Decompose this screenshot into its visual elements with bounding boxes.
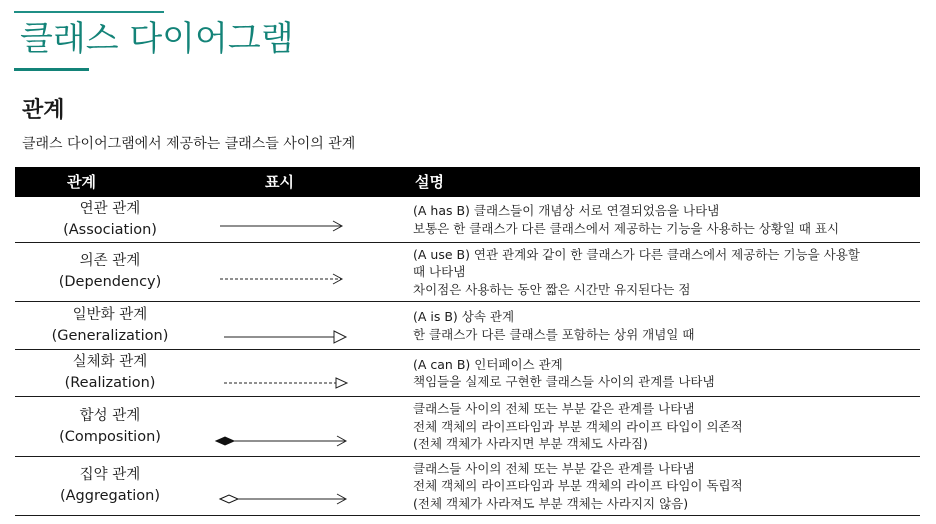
- relation-name: 의존 관계: [79, 253, 141, 269]
- description-line: (전체 객체가 사라져도 부분 객체는 사라지지 않음): [413, 495, 689, 511]
- description-line: (A has B) 클래스들이 개념상 서로 연결되었음을 나타냄: [413, 203, 720, 218]
- relations-table: [15, 167, 920, 516]
- filled-diamond-line-arrow-icon: [210, 397, 400, 456]
- dashed-line-open-arrow-icon: [210, 243, 400, 301]
- table-row-dependency: [15, 243, 920, 302]
- description-line: (A is B) 상속 관계: [413, 309, 515, 324]
- description-line: 전체 객체의 라이프타임과 부분 객체의 라이프 타입이 의존적: [413, 418, 743, 434]
- header-description: 설명: [415, 173, 444, 191]
- section-subtitle: 클래스 다이어그램에서 제공하는 클래스들 사이의 관계: [22, 136, 356, 152]
- hollow-diamond-line-arrow-icon: [210, 457, 400, 515]
- table-header: [15, 167, 920, 197]
- relation-cell: [15, 197, 205, 242]
- relation-english: (Realization): [64, 375, 156, 391]
- symbol-cell: [210, 457, 400, 515]
- description-line: 보통은 한 클래스가 다른 클래스에서 제공하는 기능을 사용하는 상황일 때 표시: [413, 220, 840, 236]
- relation-cell: [15, 397, 205, 456]
- relation-english: (Composition): [59, 428, 161, 445]
- table-row-composition: [15, 397, 920, 457]
- description-cell: [413, 457, 916, 515]
- description-cell: [413, 350, 916, 396]
- table-row-generalization: [15, 302, 920, 350]
- description-line: 때 나타냄: [413, 264, 466, 280]
- relation-cell: [15, 457, 205, 515]
- relation-english: (Association): [63, 221, 157, 238]
- description-line: (전체 객체가 사라지면 부분 객체도 사라짐): [413, 436, 648, 452]
- relation-english: (Dependency): [58, 274, 162, 290]
- description-line: (A can B) 인터페이스 관계: [413, 356, 563, 372]
- table-row-realization: [15, 350, 920, 397]
- relation-name: 실체화 관계: [72, 354, 148, 370]
- table-row-association: [15, 197, 920, 243]
- description-cell: [413, 302, 916, 349]
- description-line: 클래스들 사이의 전체 또는 부분 같은 관계를 나타냄: [413, 460, 695, 476]
- dashed-line-hollow-triangle-icon: [210, 350, 400, 396]
- relation-english: (Aggregation): [59, 488, 161, 504]
- symbol-cell: [210, 302, 400, 349]
- table-row-aggregation: [15, 457, 920, 516]
- solid-line-open-arrow-icon: [210, 197, 400, 242]
- relation-cell: [15, 302, 205, 349]
- relation-cell: [15, 350, 205, 396]
- relation-english: (Generalization): [51, 327, 169, 344]
- relation-name: 연관 관계: [79, 200, 141, 217]
- symbol-cell: [210, 350, 400, 396]
- description-line: 전체 객체의 라이프타임과 부분 객체의 라이프 타임이 독립적: [413, 478, 743, 494]
- description-line: (A use B) 연관 관계와 같이 한 클래스가 다른 클래스에서 제공하는 기능을 사용할: [413, 246, 860, 262]
- symbol-cell: [210, 397, 400, 456]
- section-heading: 관계: [22, 98, 65, 123]
- symbol-cell: [210, 197, 400, 242]
- solid-line-hollow-triangle-icon: [210, 302, 400, 349]
- description-line: 책임들을 실제로 구현한 클래스들 사이의 관계를 나타냄: [413, 374, 715, 389]
- page-title: 클래스 다이어그램: [20, 19, 294, 59]
- header-symbol: 표시: [265, 173, 294, 191]
- relation-name: 집약 관계: [79, 467, 141, 483]
- relation-name: 일반화 관계: [72, 306, 148, 323]
- top-accent-rule: [14, 11, 164, 13]
- symbol-cell: [210, 243, 400, 301]
- description-cell: [413, 397, 916, 456]
- title-underline: [14, 68, 89, 71]
- description-line: 클래스들 사이의 전체 또는 부분 같은 관계를 나타냄: [413, 401, 695, 417]
- relation-name: 합성 관계: [79, 407, 141, 424]
- description-line: 한 클래스가 다른 클래스를 포함하는 상위 개념일 때: [413, 326, 695, 342]
- description-cell: [413, 243, 916, 301]
- description-cell: [413, 197, 916, 242]
- description-line: 차이점은 사용하는 동안 짧은 시간만 유지된다는 점: [413, 281, 691, 297]
- header-relation: 관계: [67, 173, 96, 191]
- relation-cell: [15, 243, 205, 301]
